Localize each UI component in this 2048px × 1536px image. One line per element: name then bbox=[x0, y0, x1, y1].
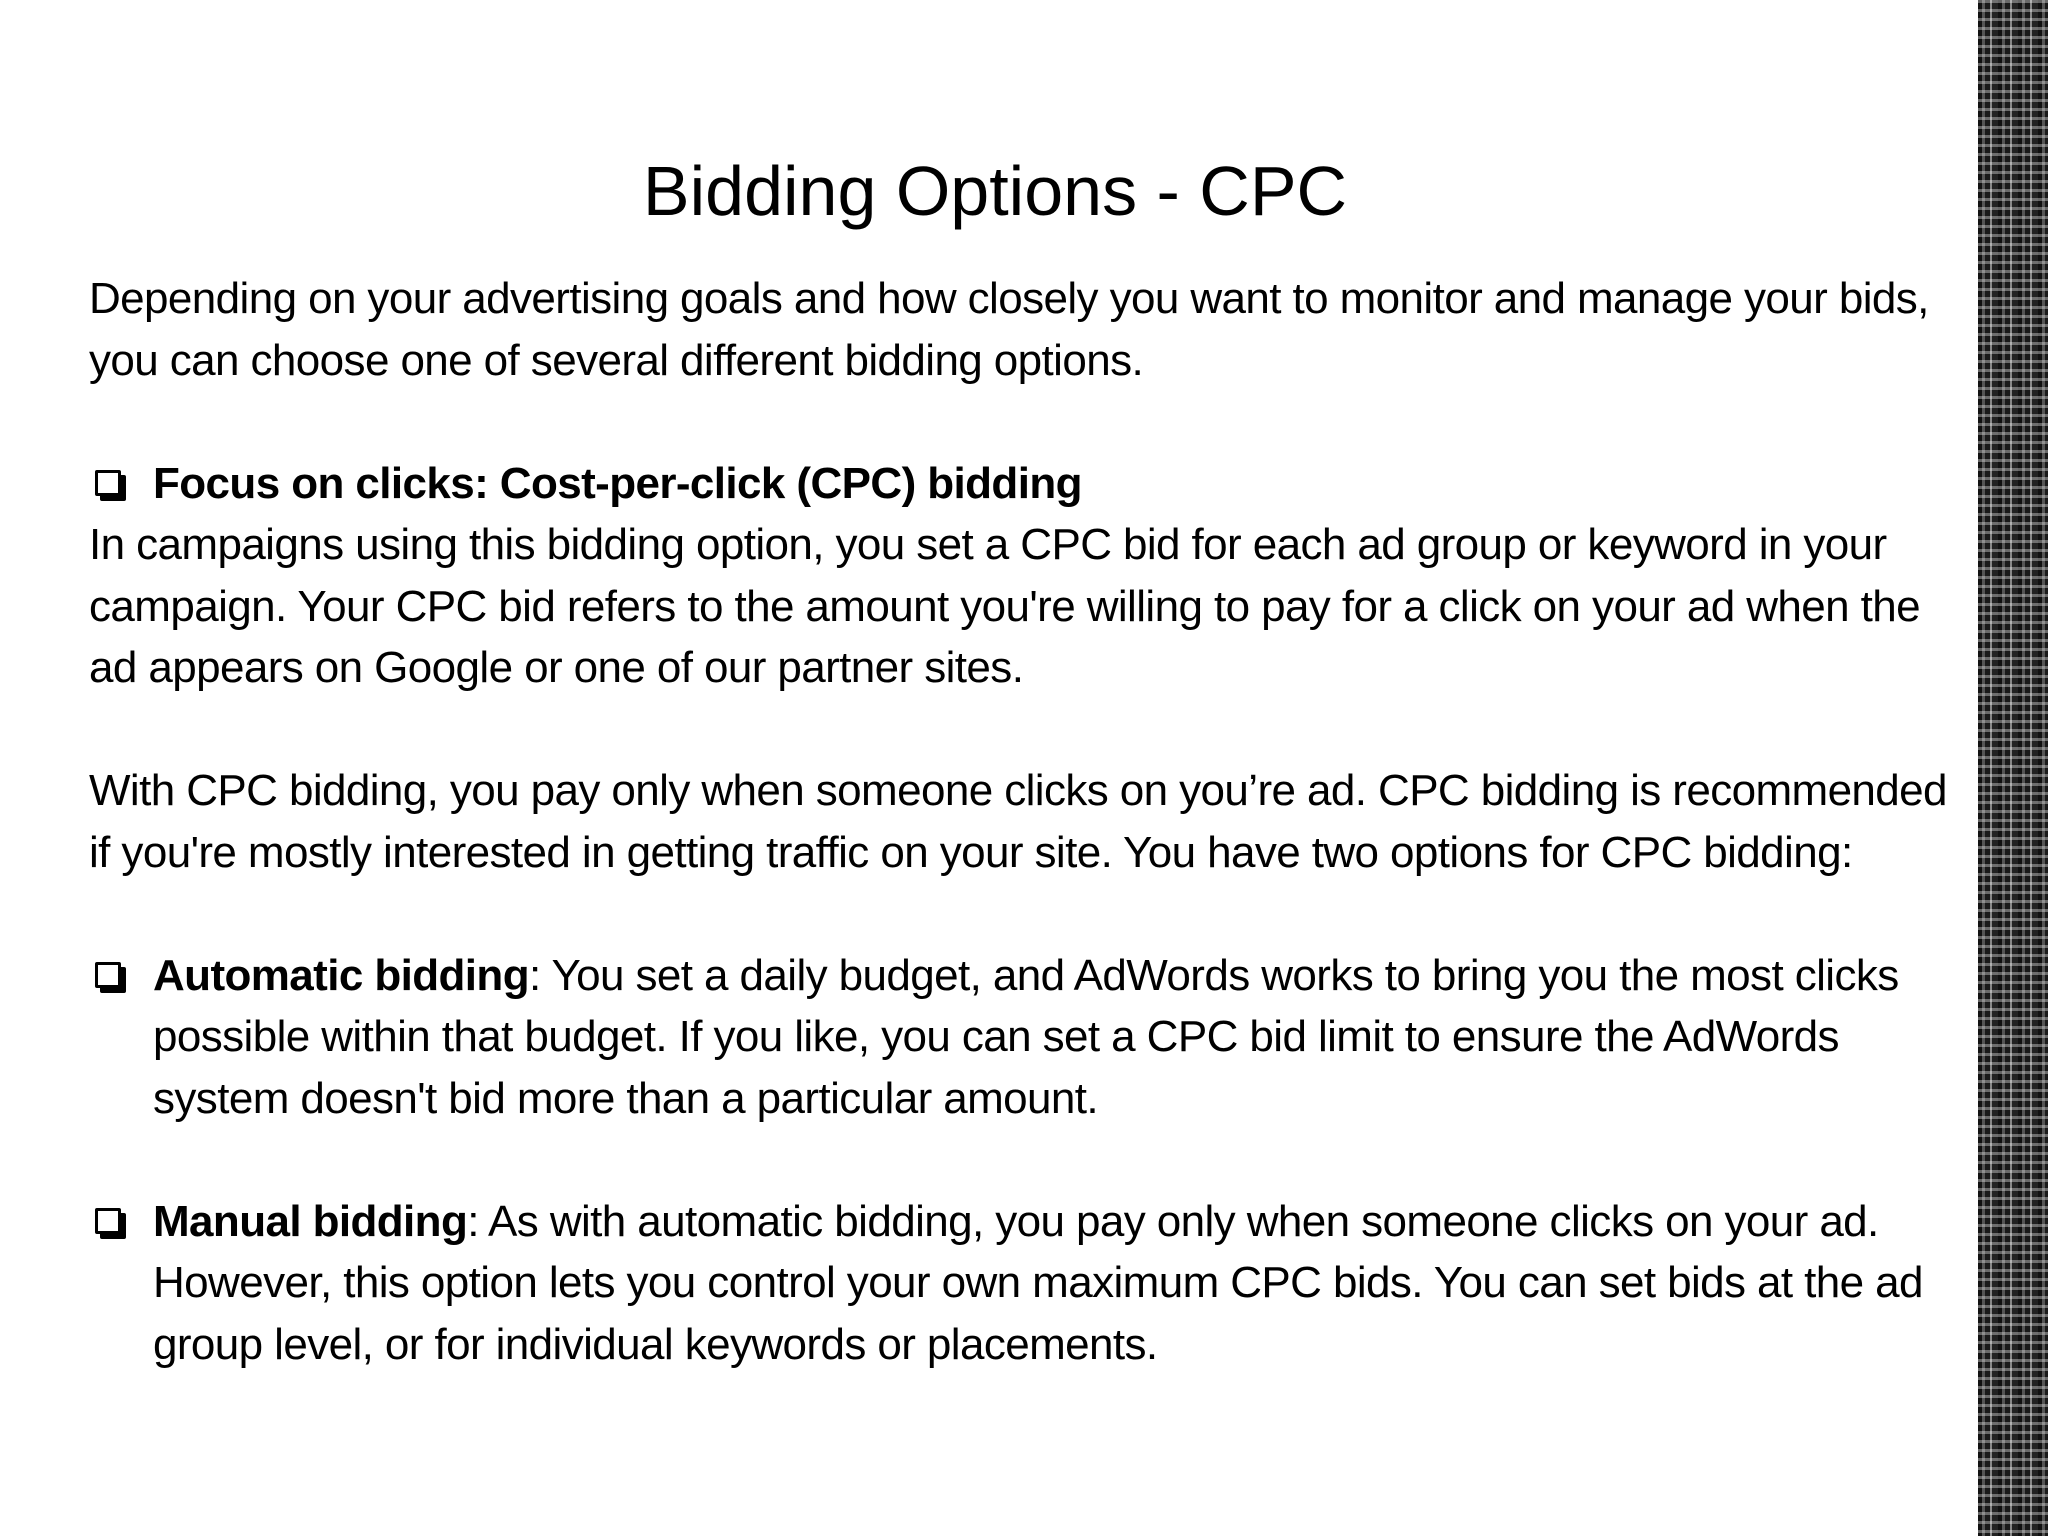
manual-bidding-label: Manual bidding bbox=[153, 1196, 468, 1246]
spacer bbox=[89, 883, 1969, 945]
slide-title: Bidding Options - CPC bbox=[642, 152, 1348, 230]
automatic-bidding-bullet bbox=[89, 945, 1969, 1130]
focus-paragraph: In campaigns using this bidding option, you set a CPC bid for each ad group or keyword in your campaign. Your CPC bid refers to the amount you're willing to pay for a click on your ad when the ad appears on Google or one of our partner sites. bbox=[89, 520, 1921, 692]
decorative-grunge-border bbox=[1978, 0, 2048, 1536]
manual-bidding-text: : As with automatic bidding, you pay only when someone clicks on your ad. However, this option lets you control your own maximum CPC bids. You can set bids at the ad group level, or for individual keywords or placements. bbox=[153, 1196, 1923, 1369]
intro-paragraph: Depending on your advertising goals and how closely you want to monitor and manage your bids, you can choose one of several different bidding options. bbox=[89, 274, 1929, 385]
spacer bbox=[89, 391, 1969, 453]
cpc-paragraph: With CPC bidding, you pay only when someone clicks on you’re ad. CPC bidding is recommended if you're mostly interested in getting traffic on your site. You have two options for CPC bidding: bbox=[89, 766, 1947, 877]
slide-content bbox=[89, 268, 1969, 1375]
automatic-bidding-text: : You set a daily budget, and AdWords works to bring you the most clicks possible within that budget. If you like, you can set a CPC bid limit to ensure the AdWords system doesn't bid more than a particular amount. bbox=[153, 950, 1899, 1123]
spacer bbox=[89, 1129, 1969, 1191]
focus-heading: Focus on clicks: Cost-per-click (CPC) bidding bbox=[153, 458, 1082, 508]
automatic-bidding-label: Automatic bidding bbox=[153, 950, 529, 1000]
spacer bbox=[89, 699, 1969, 761]
focus-bullet bbox=[89, 453, 1969, 515]
checkbox-bullet-icon bbox=[95, 962, 121, 988]
checkbox-bullet-icon bbox=[95, 1208, 121, 1234]
checkbox-bullet-icon bbox=[95, 470, 121, 496]
manual-bidding-bullet bbox=[89, 1191, 1969, 1376]
